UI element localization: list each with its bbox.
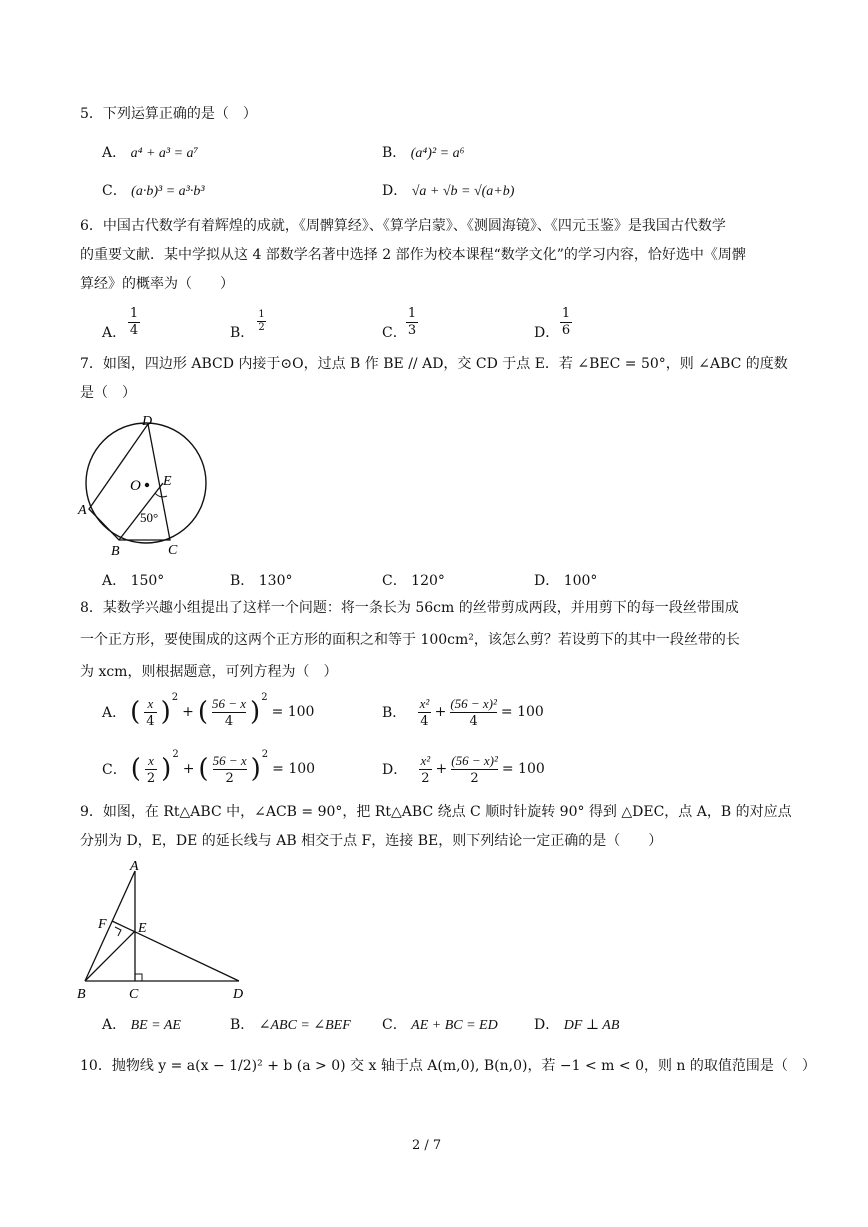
q9-triangle-figure <box>72 858 262 1006</box>
q8-option-c: C． ( x 2 ) $^2$ + ( 56 − x 2 ) $^2$ = 100 <box>102 749 316 786</box>
label-f: F <box>98 917 107 932</box>
q8-line-3: 为 xcm，则根据题意，可列方程为（ ） <box>80 664 338 680</box>
q8-line-2: 一个正方形，要使围成的这两个正方形的面积之和等于 100cm²，该怎么剪？若设剪下的其中一段丝带的长 <box>80 632 740 648</box>
q7-option-d: D． 100° <box>534 573 598 589</box>
center-dot <box>145 483 149 487</box>
q8-line-1: 8．某数学兴趣小组提出了这样一个问题：将一条长为 56cm 的丝带剪成两段，并用剪下的每一段丝带围成 <box>80 600 739 616</box>
label-a: A <box>78 503 87 518</box>
label-b: B <box>111 544 120 559</box>
q6-line-3: 算经》的概率为（ ） <box>80 276 234 292</box>
page-number: 2 / 7 <box>412 1138 442 1153</box>
q10-line: 10．抛物线 y = a(x − 1/2)² + b (a > 0) 交 x 轴于点 A(m,0), B(n,0)，若 −1 < m < 0，则 n 的取值范围是（ ） <box>80 1058 816 1074</box>
q7-option-a: A． 150° <box>102 573 165 589</box>
segment-fd <box>112 921 239 981</box>
q8-option-b: B． x² 4 + $\frac{\text{(56 − x)²}}{4}$ = 100 <box>382 695 544 729</box>
label-angle-50: 50° <box>140 510 159 525</box>
right-angle-c <box>135 974 142 981</box>
q7-option-b: B． 130° <box>230 573 293 589</box>
q9-option-c: C． AE + BC = ED <box>382 1017 498 1033</box>
label-c: C <box>129 987 139 1002</box>
q8-option-d: D． x² 2 + $\frac{\text{(56 − x)²}}{2}$ = 100 <box>382 752 545 786</box>
label-d: D <box>233 987 244 1002</box>
q9-line-1: 9．如图，在 Rt△ABC 中，∠ACB = 90°，把 Rt△ABC 绕点 C 顺时针旋转 90° 得到 △DEC，点 A，B 的对应点 <box>80 804 792 820</box>
q8-option-a: A． ( x 4 ) $^2$ + ( 56 − x 4 ) $^2$ = 100 <box>102 692 315 729</box>
q6-line-1: 6．中国古代数学有着辉煌的成就，《周髀算经》、《算学启蒙》、《测圆海镜》、《四元玉鉴》是我国古代数学 <box>80 218 726 234</box>
q6-option-b: B． <box>230 325 255 341</box>
q5-stem: 5．下列运算正确的是（ ） <box>80 106 257 122</box>
q9-option-d: D． DF ⊥ AB <box>534 1017 620 1033</box>
q6-option-d: D． <box>534 325 560 341</box>
label-b: B <box>77 987 86 1002</box>
label-c: C <box>168 543 178 558</box>
q6-fraction-b: 1 2 <box>258 309 265 333</box>
q6-option-c: C． <box>382 325 407 341</box>
q5-option-c: C． (a·b)³ = a³·b³ <box>102 183 205 199</box>
q9-line-2: 分别为 D，E，DE 的延长线与 AB 相交于点 F，连接 BE，则下列结论一定正确的是（ ） <box>80 833 663 849</box>
q5-option-d: D． √a + √b = √(a+b) <box>382 183 515 199</box>
segment-be <box>85 931 135 981</box>
q6-fraction-d: 1 6 <box>561 306 571 338</box>
right-angle-f <box>115 927 121 936</box>
q5-option-a: A． a⁴ + a³ = a⁷ <box>102 145 199 161</box>
label-e: E <box>138 921 147 936</box>
q7-line-1: 7．如图，四边形 ABCD 内接于⊙O，过点 B 作 BE // AD，交 CD 于点 E．若 ∠BEC = 50°，则 ∠ABC 的度数 <box>80 356 788 372</box>
q6-fraction-a: 1 4 <box>129 306 139 338</box>
segment-ab <box>85 871 135 981</box>
label-a: A <box>130 859 139 874</box>
q7-circle-figure <box>76 410 216 560</box>
q6-option-a: A． <box>102 325 127 341</box>
q7-option-c: C． 120° <box>382 573 445 589</box>
label-d: D <box>142 414 153 429</box>
q5-option-b: B． (a⁴)² = a⁶ <box>382 145 465 161</box>
q7-line-2: 是（ ） <box>80 385 136 401</box>
q6-fraction-c: 1 3 <box>407 306 417 338</box>
q6-line-2: 的重要文献．某中学拟从这 4 部数学名著中选择 2 部作为校本课程“数学文化”的学习内容，恰好选中《周髀 <box>80 247 746 263</box>
label-e: E <box>163 474 172 489</box>
q9-option-a: A． BE = AE <box>102 1017 181 1033</box>
q9-option-b: B． ∠ABC = ∠BEF <box>230 1017 351 1033</box>
label-o: O <box>130 478 141 494</box>
